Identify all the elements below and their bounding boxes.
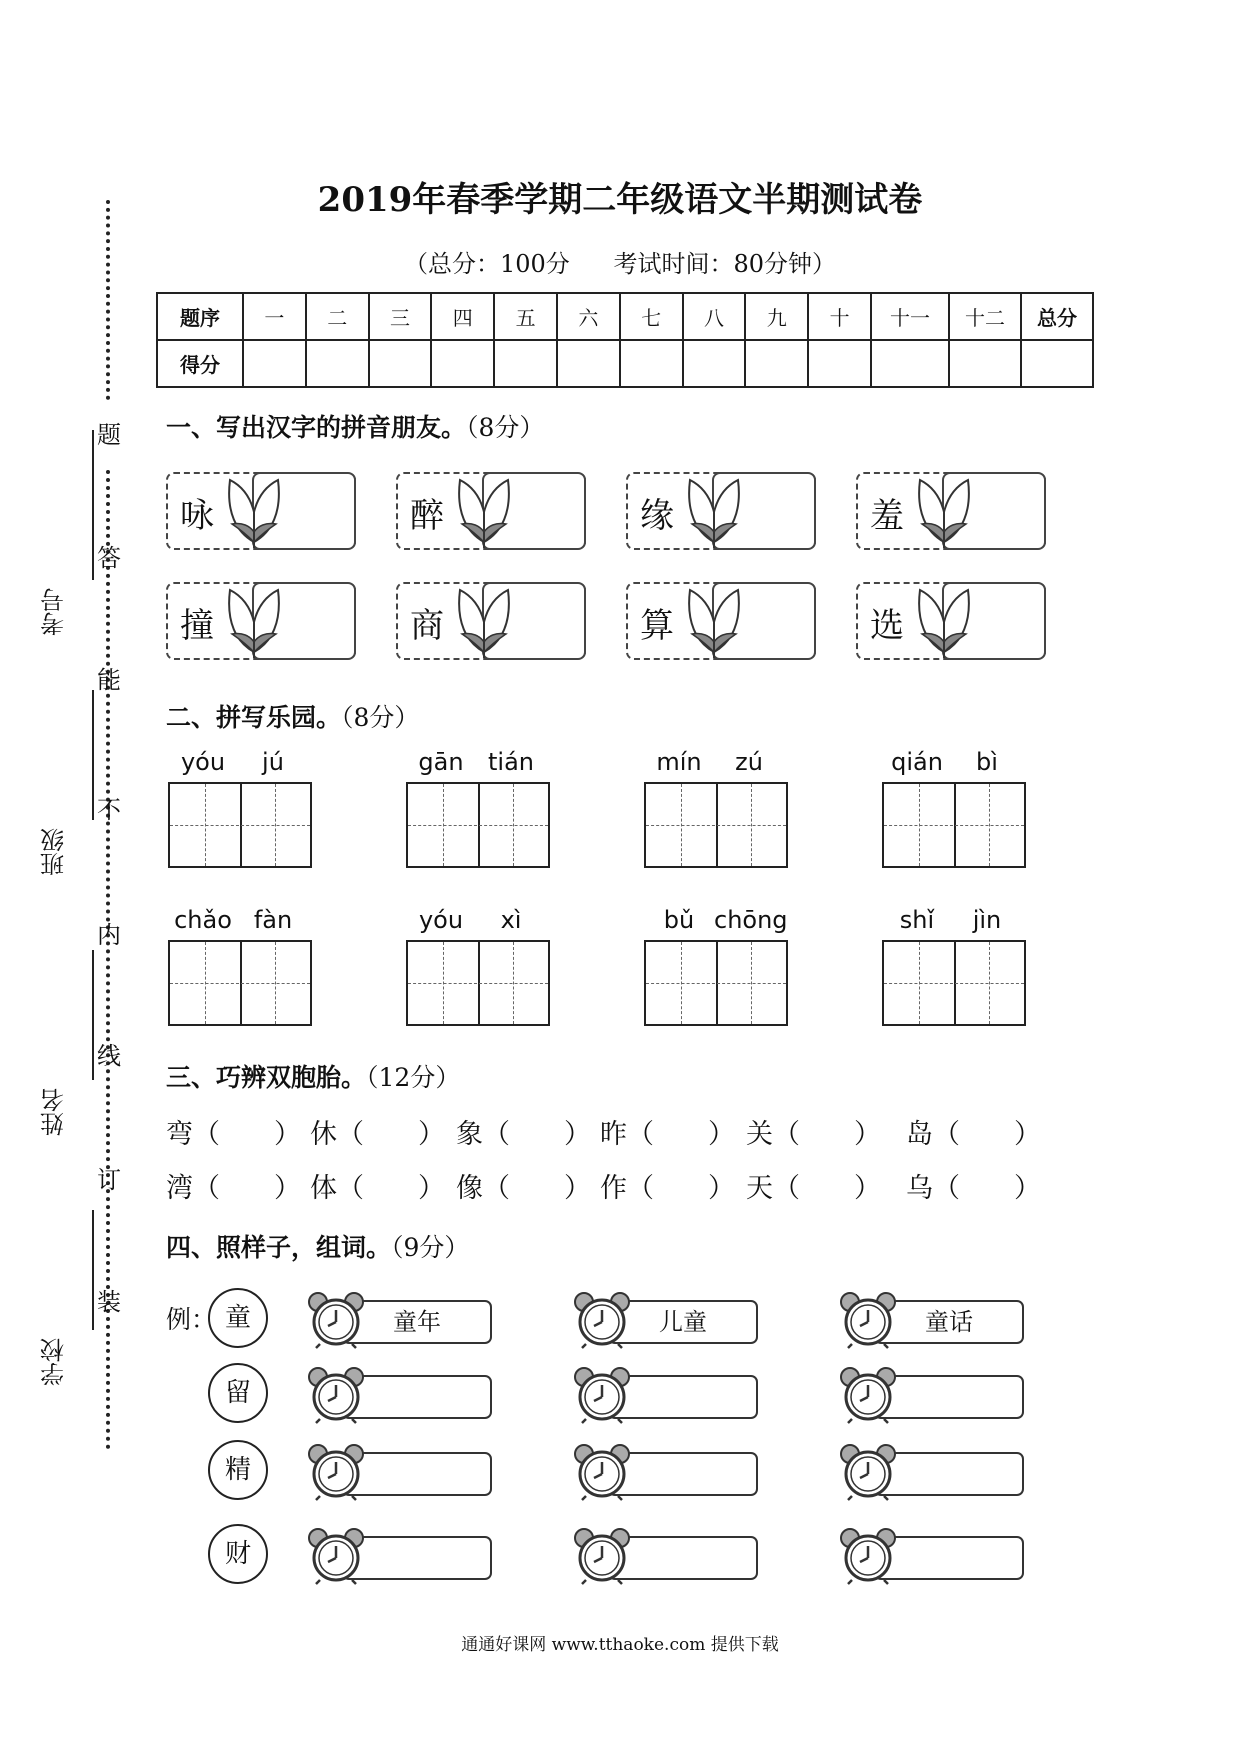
tianzige-grid[interactable] <box>644 782 788 868</box>
tianzige-grid[interactable] <box>882 940 1026 1026</box>
word-answer-box[interactable] <box>838 1442 1024 1498</box>
leaf-icon <box>454 582 514 660</box>
table-cell: 八 <box>683 293 746 340</box>
alarm-clock-icon <box>306 1365 366 1425</box>
binding-char: 能 <box>97 666 121 694</box>
hanzi: 缘 <box>640 496 674 536</box>
char-pair-blank[interactable]: 休（ ） <box>310 1119 445 1150</box>
page-title: 2019年春季学期二年级语文半期测试卷 <box>317 180 923 220</box>
score-cell[interactable] <box>306 340 369 387</box>
section-2-heading: 二、拼写乐园。（8分） <box>166 703 420 732</box>
binding-char: 答 <box>97 544 121 572</box>
pinyin-card[interactable] <box>166 472 356 550</box>
leaf-icon <box>224 472 284 550</box>
section-4-heading: 四、照样子，组词。（9分） <box>166 1233 470 1262</box>
leaf-icon <box>914 582 974 660</box>
table-cell: 十 <box>808 293 871 340</box>
score-cell[interactable] <box>683 340 746 387</box>
hanzi: 醉 <box>410 496 444 536</box>
score-cell[interactable] <box>620 340 683 387</box>
pinyin-syllable: gān <box>418 748 464 776</box>
table-cell: 三 <box>369 293 432 340</box>
binding-char: 线 <box>97 1042 121 1070</box>
leaf-icon <box>914 472 974 550</box>
pinyin-syllable: xì <box>500 906 522 934</box>
score-cell[interactable] <box>369 340 432 387</box>
pinyin-card[interactable] <box>166 582 356 660</box>
field-label: 学校 <box>40 1338 69 1386</box>
pinyin-syllable: yóu <box>418 906 464 934</box>
char-pair-blank[interactable]: 岛（ ） <box>906 1119 1041 1150</box>
pinyin-syllable: jú <box>262 748 284 776</box>
alarm-clock-icon <box>572 1526 632 1586</box>
alarm-clock-icon <box>572 1365 632 1425</box>
tianzige-grid[interactable] <box>168 940 312 1026</box>
leaf-icon <box>454 472 514 550</box>
alarm-clock-icon <box>572 1290 632 1350</box>
word-answer-box[interactable] <box>838 1365 1024 1421</box>
exam-number-field[interactable] <box>34 430 74 640</box>
word-text: 童年 <box>342 1300 492 1344</box>
word-answer-box[interactable] <box>572 1442 758 1498</box>
pinyin-syllable: tián <box>488 748 534 776</box>
word-root-circle: 财 <box>208 1524 268 1584</box>
hanzi: 选 <box>870 606 904 646</box>
total-score: （总分：100分 <box>404 250 570 278</box>
pinyin-syllable: jìn <box>972 906 1002 934</box>
char-pair-blank[interactable]: 关（ ） <box>746 1119 881 1150</box>
word-text: 童话 <box>874 1300 1024 1344</box>
word-text: 儿童 <box>608 1300 758 1344</box>
leaf-icon <box>684 472 744 550</box>
char-pair-blank[interactable]: 体（ ） <box>310 1173 445 1204</box>
word-root-circle: 精 <box>208 1440 268 1500</box>
field-label: 姓名 <box>40 1088 69 1136</box>
char-pair-blank[interactable]: 作（ ） <box>600 1173 735 1204</box>
alarm-clock-icon <box>306 1526 366 1586</box>
word-answer-box[interactable] <box>838 1526 1024 1582</box>
table-header: 总分 <box>1021 293 1093 340</box>
binding-char: 不 <box>97 796 121 824</box>
example-word-box <box>838 1290 1024 1346</box>
table-cell: 四 <box>431 293 494 340</box>
tianzige-grid[interactable] <box>406 782 550 868</box>
char-pair-blank[interactable]: 像（ ） <box>456 1173 591 1204</box>
pinyin-card[interactable] <box>626 582 816 660</box>
word-answer-box[interactable] <box>306 1365 492 1421</box>
score-table <box>156 292 1094 388</box>
section-1-heading: 一、写出汉字的拼音朋友。（8分） <box>166 413 545 442</box>
table-cell: 一 <box>243 293 306 340</box>
word-answer-box[interactable] <box>572 1526 758 1582</box>
char-pair-blank[interactable]: 象（ ） <box>456 1119 591 1150</box>
alarm-clock-icon <box>838 1442 898 1502</box>
alarm-clock-icon <box>306 1442 366 1502</box>
score-cell[interactable] <box>871 340 949 387</box>
example-label: 例： <box>166 1305 217 1334</box>
leaf-icon <box>224 582 284 660</box>
pinyin-card[interactable] <box>856 582 1046 660</box>
pinyin-syllable: chōng <box>714 906 788 934</box>
pinyin-card[interactable] <box>856 472 1046 550</box>
field-label: 考号 <box>40 588 69 636</box>
table-row <box>157 340 1093 387</box>
example-word-box <box>306 1290 492 1346</box>
score-cell[interactable] <box>431 340 494 387</box>
alarm-clock-icon <box>306 1290 366 1350</box>
hanzi: 咏 <box>180 496 214 536</box>
word-answer-box[interactable] <box>306 1526 492 1582</box>
alarm-clock-icon <box>838 1526 898 1586</box>
score-cell[interactable] <box>808 340 871 387</box>
char-pair-blank[interactable]: 乌（ ） <box>906 1173 1041 1204</box>
alarm-clock-icon <box>838 1365 898 1425</box>
exam-info <box>0 244 1240 279</box>
table-cell: 十一 <box>871 293 949 340</box>
pinyin-syllable: qián <box>891 748 943 776</box>
hanzi: 撞 <box>180 606 214 646</box>
binding-char: 订 <box>97 1166 121 1194</box>
table-cell: 七 <box>620 293 683 340</box>
table-cell: 二 <box>306 293 369 340</box>
binding-char: 内 <box>97 921 121 949</box>
table-row <box>157 293 1093 340</box>
word-answer-box[interactable] <box>572 1365 758 1421</box>
pinyin-syllable: bǔ <box>663 906 695 934</box>
score-cell[interactable] <box>1021 340 1093 387</box>
school-field[interactable] <box>34 1210 74 1390</box>
table-header: 题序 <box>157 293 243 340</box>
binding-dotted-line <box>106 200 110 400</box>
hanzi: 算 <box>640 606 674 646</box>
example-word-box <box>572 1290 758 1346</box>
tianzige-grid[interactable] <box>168 782 312 868</box>
table-cell: 九 <box>745 293 808 340</box>
tianzige-grid[interactable] <box>882 782 1026 868</box>
table-cell: 十二 <box>949 293 1021 340</box>
word-root-circle: 童 <box>208 1288 268 1348</box>
section-3-heading: 三、巧辨双胞胎。（12分） <box>166 1063 461 1092</box>
pinyin-syllable: yóu <box>180 748 226 776</box>
pinyin-syllable: chǎo <box>174 906 232 934</box>
word-answer-box[interactable] <box>306 1442 492 1498</box>
table-cell: 五 <box>494 293 557 340</box>
score-cell[interactable] <box>557 340 620 387</box>
pinyin-card[interactable] <box>396 472 586 550</box>
char-pair-blank[interactable]: 湾（ ） <box>166 1173 301 1204</box>
tianzige-grid[interactable] <box>406 940 550 1026</box>
score-cell[interactable] <box>494 340 557 387</box>
class-field[interactable] <box>34 690 74 880</box>
char-pair-blank[interactable]: 昨（ ） <box>600 1119 735 1150</box>
table-cell: 六 <box>557 293 620 340</box>
footer-text: 通通好课网 www.tthaoke.com 提供下载 <box>461 1635 779 1655</box>
binding-char: 装 <box>97 1288 121 1316</box>
score-cell[interactable] <box>243 340 306 387</box>
hanzi: 商 <box>410 606 444 646</box>
pinyin-syllable: bì <box>976 748 998 776</box>
pinyin-card[interactable] <box>396 582 586 660</box>
leaf-icon <box>684 582 744 660</box>
alarm-clock-icon <box>572 1442 632 1502</box>
hanzi: 羞 <box>870 496 904 536</box>
table-header: 得分 <box>157 340 243 387</box>
pinyin-syllable: mín <box>656 748 702 776</box>
char-pair-blank[interactable]: 天（ ） <box>746 1173 881 1204</box>
name-field[interactable] <box>34 950 74 1140</box>
word-root-circle: 留 <box>208 1363 268 1423</box>
score-cell[interactable] <box>949 340 1021 387</box>
pinyin-syllable: zú <box>735 748 763 776</box>
pinyin-syllable: fàn <box>253 906 293 934</box>
alarm-clock-icon <box>838 1290 898 1350</box>
score-cell[interactable] <box>745 340 808 387</box>
tianzige-grid[interactable] <box>644 940 788 1026</box>
binding-char: 题 <box>97 421 121 449</box>
exam-time: 考试时间：80分钟） <box>613 250 836 278</box>
char-pair-blank[interactable]: 弯（ ） <box>166 1119 301 1150</box>
field-label: 班级 <box>40 828 69 876</box>
pinyin-card[interactable] <box>626 472 816 550</box>
pinyin-syllable: shǐ <box>899 906 935 934</box>
